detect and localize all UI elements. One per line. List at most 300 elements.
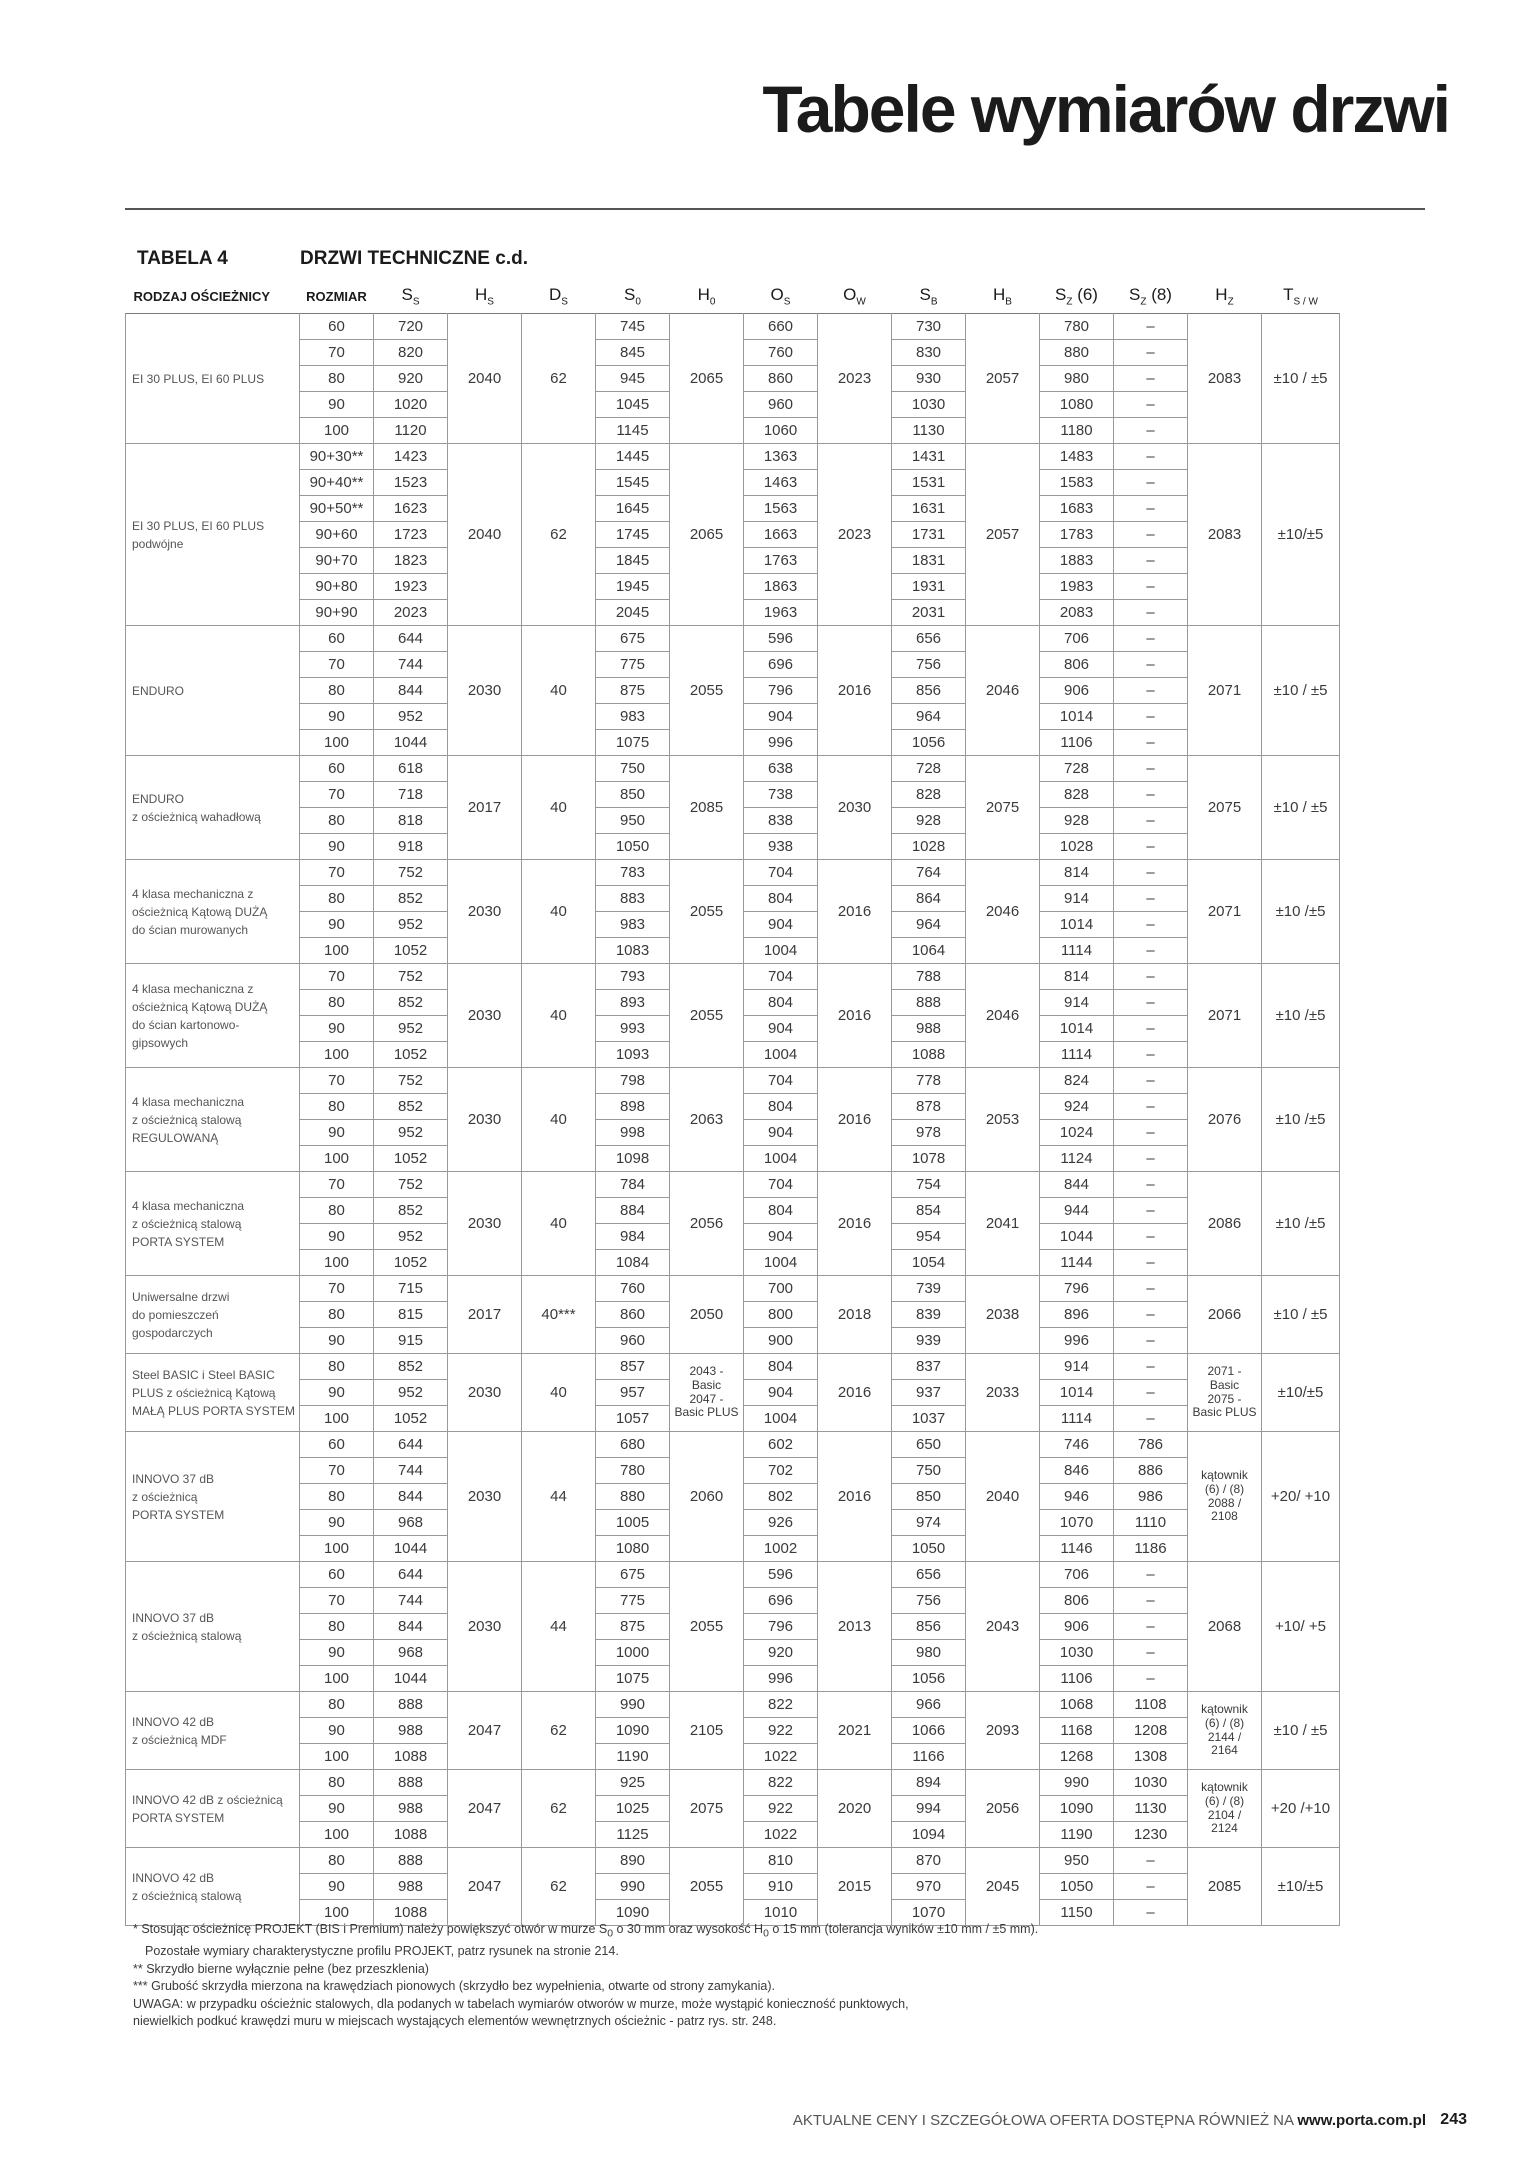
sb-cell: 756: [892, 1588, 966, 1614]
website-link[interactable]: www.porta.com.pl: [1297, 2112, 1426, 2129]
sz8-cell: –: [1114, 1874, 1188, 1900]
size-cell: 100: [300, 1900, 374, 1926]
sz6-cell: 996: [1040, 1328, 1114, 1354]
sz6-cell: 728: [1040, 756, 1114, 782]
ss-cell: 920: [374, 366, 448, 392]
sb-cell: 970: [892, 1874, 966, 1900]
size-cell: 80: [300, 1770, 374, 1796]
sz8-cell: –: [1114, 1172, 1188, 1198]
tsw-cell: +20/ +10: [1262, 1432, 1340, 1562]
sz6-cell: 1014: [1040, 1380, 1114, 1406]
header-sub: 0: [709, 296, 716, 308]
sb-cell: 1078: [892, 1146, 966, 1172]
os-cell: 904: [744, 1380, 818, 1406]
os-cell: 596: [744, 626, 818, 652]
header-sub: 0: [635, 296, 641, 308]
header-col-1: [448, 280, 522, 314]
sz6-cell: 1583: [1040, 470, 1114, 496]
ss-cell: 1052: [374, 1406, 448, 1432]
s0-cell: 1845: [596, 548, 670, 574]
h0-cell: [670, 1276, 744, 1354]
header-col-4: [670, 280, 744, 314]
hs-cell: 2030: [448, 964, 522, 1068]
sz8-cell: –: [1114, 1224, 1188, 1250]
table-row: [126, 1848, 1340, 1874]
hz-cell: [1188, 860, 1262, 964]
os-cell: 938: [744, 834, 818, 860]
hz-cell-line: 2075 -: [1207, 1391, 1242, 1406]
header-main: T: [1283, 284, 1294, 304]
ss-cell: 844: [374, 678, 448, 704]
frame-type-label-line: INNOVO 42 dB: [132, 1870, 215, 1885]
sz8-cell: –: [1114, 1380, 1188, 1406]
size-cell: 80: [300, 1614, 374, 1640]
os-cell: 996: [744, 1666, 818, 1692]
ss-cell: 644: [374, 1432, 448, 1458]
sz6-cell: 924: [1040, 1094, 1114, 1120]
frame-type-label-line: ościeżnicą Kątową DUŻĄ: [132, 999, 268, 1014]
ss-cell: 1088: [374, 1900, 448, 1926]
header-sub: Z: [1140, 296, 1147, 308]
sb-cell: 1831: [892, 548, 966, 574]
footnote-double-star: ** Skrzydło bierne wyłącznie pełne (bez przeszklenia): [133, 1961, 429, 1976]
header-col-5: [744, 280, 818, 314]
hz-cell: [1188, 444, 1262, 626]
page-title: Tabele wymiarów drzwi: [762, 72, 1449, 146]
sz6-cell: 928: [1040, 808, 1114, 834]
sz6-cell: 1124: [1040, 1146, 1114, 1172]
sz6-cell: 1146: [1040, 1536, 1114, 1562]
header-main: H: [697, 284, 710, 304]
os-cell: 804: [744, 1354, 818, 1380]
ss-cell: 952: [374, 912, 448, 938]
ss-cell: 888: [374, 1692, 448, 1718]
sz8-cell: 1030: [1114, 1770, 1188, 1796]
sz8-cell: 1208: [1114, 1718, 1188, 1744]
s0-cell: 883: [596, 886, 670, 912]
os-cell: 810: [744, 1848, 818, 1874]
sz6-cell: 2083: [1040, 600, 1114, 626]
sb-cell: 1088: [892, 1042, 966, 1068]
sz8-cell: –: [1114, 1198, 1188, 1224]
page-number: 243: [1440, 2111, 1467, 2128]
sb-cell: 1056: [892, 730, 966, 756]
size-cell: 70: [300, 1458, 374, 1484]
sz8-cell: –: [1114, 1302, 1188, 1328]
sb-cell: 856: [892, 678, 966, 704]
sz8-cell: –: [1114, 860, 1188, 886]
frame-type-label-line: z ościeżnicą MDF: [132, 1732, 227, 1747]
sz8-cell: –: [1114, 756, 1188, 782]
sb-cell: 854: [892, 1198, 966, 1224]
sz6-cell: 1090: [1040, 1796, 1114, 1822]
sz6-cell: 796: [1040, 1276, 1114, 1302]
s0-cell: 960: [596, 1328, 670, 1354]
sb-cell: 937: [892, 1380, 966, 1406]
ow-cell: 2023: [818, 444, 892, 626]
s0-cell: 680: [596, 1432, 670, 1458]
sz6-cell: 1028: [1040, 834, 1114, 860]
h0-cell-line: 2105: [689, 1721, 724, 1739]
sz6-cell: 896: [1040, 1302, 1114, 1328]
sz8-cell: –: [1114, 1120, 1188, 1146]
table-row: [126, 444, 1340, 470]
sz8-cell: –: [1114, 600, 1188, 626]
header-main: S: [401, 284, 413, 304]
s0-cell: 1098: [596, 1146, 670, 1172]
header-main: O: [843, 284, 857, 304]
ss-cell: 952: [374, 1120, 448, 1146]
title-divider: [125, 208, 1425, 210]
s0-cell: 750: [596, 756, 670, 782]
sb-cell: 1030: [892, 392, 966, 418]
sb-cell: 939: [892, 1328, 966, 1354]
sz8-cell: –: [1114, 782, 1188, 808]
ss-cell: 1044: [374, 730, 448, 756]
frame-type-label: [126, 964, 300, 1068]
hz-cell: [1188, 1692, 1262, 1770]
sb-cell: 966: [892, 1692, 966, 1718]
size-cell: 80: [300, 1198, 374, 1224]
hz-cell-line: (6) / (8): [1204, 1481, 1245, 1496]
s0-cell: 1083: [596, 938, 670, 964]
sz8-cell: –: [1114, 574, 1188, 600]
os-cell: 802: [744, 1484, 818, 1510]
size-cell: 100: [300, 1406, 374, 1432]
size-cell: 70: [300, 1068, 374, 1094]
ss-cell: 1052: [374, 1146, 448, 1172]
frame-type-label-line: do pomieszczeń: [132, 1307, 219, 1322]
hz-cell-line: 2085: [1207, 1877, 1242, 1895]
sz8-cell: –: [1114, 652, 1188, 678]
hs-cell: 2047: [448, 1692, 522, 1770]
sz8-cell: –: [1114, 1848, 1188, 1874]
table-row: [126, 1354, 1340, 1380]
sb-cell: 788: [892, 964, 966, 990]
sz6-cell: 1783: [1040, 522, 1114, 548]
frame-type-label: [126, 1276, 300, 1354]
sz6-cell: 1114: [1040, 938, 1114, 964]
hs-cell: 2017: [448, 756, 522, 860]
sz8-cell: 986: [1114, 1484, 1188, 1510]
frame-type-label: [126, 1692, 300, 1770]
sb-cell: 928: [892, 808, 966, 834]
h0-cell-line: 2043 -: [689, 1363, 724, 1378]
ss-cell: 952: [374, 704, 448, 730]
frame-type-label-line: do ścian murowanych: [132, 922, 249, 937]
size-cell: 60: [300, 626, 374, 652]
s0-cell: 760: [596, 1276, 670, 1302]
os-cell: 602: [744, 1432, 818, 1458]
header-col-6: [818, 280, 892, 314]
h0-cell-line: 2055: [689, 681, 724, 699]
sz6-cell: 706: [1040, 626, 1114, 652]
sb-cell: 750: [892, 1458, 966, 1484]
size-cell: 90: [300, 704, 374, 730]
header-col-9: [1040, 280, 1114, 314]
sz8-cell: –: [1114, 678, 1188, 704]
s0-cell: 1075: [596, 1666, 670, 1692]
os-cell: 904: [744, 1016, 818, 1042]
s0-cell: 1000: [596, 1640, 670, 1666]
s0-cell: 957: [596, 1380, 670, 1406]
os-cell: 1363: [744, 444, 818, 470]
ss-cell: 744: [374, 1588, 448, 1614]
ss-cell: 888: [374, 1770, 448, 1796]
ss-cell: 1044: [374, 1666, 448, 1692]
size-cell: 90: [300, 1874, 374, 1900]
size-cell: 80: [300, 1692, 374, 1718]
hb-cell: 2045: [966, 1848, 1040, 1926]
s0-cell: 845: [596, 340, 670, 366]
sz6-cell: 1030: [1040, 1640, 1114, 1666]
h0-cell-line: 2055: [689, 902, 724, 920]
table-row: [126, 626, 1340, 652]
header-main: S: [624, 284, 636, 304]
size-cell: 90: [300, 1718, 374, 1744]
size-cell: 70: [300, 652, 374, 678]
frame-type-label-line: INNOVO 42 dB: [132, 1714, 215, 1729]
s0-cell: 984: [596, 1224, 670, 1250]
ss-cell: 952: [374, 1224, 448, 1250]
frame-type-label-line: INNOVO 42 dB z ościeżnicą: [132, 1792, 283, 1807]
sz6-cell: 1150: [1040, 1900, 1114, 1926]
hz-cell-line: 2071: [1207, 902, 1242, 920]
sz8-cell: –: [1114, 470, 1188, 496]
table-row: [126, 860, 1340, 886]
sb-cell: 739: [892, 1276, 966, 1302]
frame-type-label-line: PORTA SYSTEM: [132, 1234, 225, 1249]
size-cell: 100: [300, 1146, 374, 1172]
frame-type-label-line: gipsowych: [132, 1035, 189, 1050]
ow-cell: 2016: [818, 1068, 892, 1172]
sz8-cell: –: [1114, 1900, 1188, 1926]
sb-cell: 888: [892, 990, 966, 1016]
bottom-bar-text: AKTUALNE CENY I SZCZEGÓŁOWA OFERTA DOSTĘPNA RÓWNIEŻ NA: [792, 2112, 1298, 2129]
hb-cell: 2057: [966, 444, 1040, 626]
ss-cell: 952: [374, 1380, 448, 1406]
tsw-cell: ±10/±5: [1262, 444, 1340, 626]
sz8-cell: –: [1114, 314, 1188, 340]
frame-type-label-line: 4 klasa mechaniczna z: [132, 886, 254, 901]
table-subtitle: DRZWI TECHNICZNE c.d.: [300, 248, 528, 269]
sz6-cell: 706: [1040, 1562, 1114, 1588]
s0-cell: 1093: [596, 1042, 670, 1068]
s0-cell: 783: [596, 860, 670, 886]
hb-cell: 2053: [966, 1068, 1040, 1172]
ow-cell: 2016: [818, 1354, 892, 1432]
sz6-cell: 1190: [1040, 1822, 1114, 1848]
frame-type-label-line: ENDURO: [132, 791, 185, 806]
s0-cell: 675: [596, 626, 670, 652]
hz-cell-line: 2104 /: [1207, 1807, 1242, 1822]
hz-cell: [1188, 1848, 1262, 1926]
sz6-cell: 1068: [1040, 1692, 1114, 1718]
s0-cell: 1005: [596, 1510, 670, 1536]
hb-cell: 2056: [966, 1770, 1040, 1848]
sz6-cell: 1080: [1040, 392, 1114, 418]
os-cell: 904: [744, 1120, 818, 1146]
sb-cell: 1037: [892, 1406, 966, 1432]
footnote-projekt: * Stosując ościeżnicę PROJEKT (BIS i Premium) należy powiększyć otwór w murze $S_0$ o 30 mm oraz wysokość $H_0$ o 15 mm (tolerancja wyników ±10 mm / ±5 mm).: [133, 1922, 1039, 1940]
ss-cell: 988: [374, 1874, 448, 1900]
ss-cell: 1052: [374, 1250, 448, 1276]
ss-cell: 820: [374, 340, 448, 366]
tsw-cell: ±10 / ±5: [1262, 314, 1340, 444]
frame-type-label-line: z ościeżnicą stalową: [132, 1112, 242, 1127]
sb-cell: 954: [892, 1224, 966, 1250]
ss-cell: 2023: [374, 600, 448, 626]
s0-cell: 857: [596, 1354, 670, 1380]
size-cell: 90: [300, 834, 374, 860]
tsw-cell: ±10 /±5: [1262, 860, 1340, 964]
sz8-cell: 786: [1114, 1432, 1188, 1458]
footnotes: [133, 1921, 1038, 2031]
sb-cell: 656: [892, 1562, 966, 1588]
hz-cell: [1188, 626, 1262, 756]
s0-cell: 893: [596, 990, 670, 1016]
header-sub: S: [487, 296, 494, 308]
ds-cell: 44: [522, 1562, 596, 1692]
header-sub: Z: [1066, 296, 1073, 308]
hz-cell: [1188, 1354, 1262, 1432]
h0-cell-line: 2060: [689, 1487, 724, 1505]
sb-cell: 994: [892, 1796, 966, 1822]
os-cell: 804: [744, 886, 818, 912]
tsw-cell: +20 /+10: [1262, 1770, 1340, 1848]
hz-cell: [1188, 1276, 1262, 1354]
ss-cell: 818: [374, 808, 448, 834]
sb-cell: 728: [892, 756, 966, 782]
table-header-row: [126, 280, 1340, 314]
table-row: [126, 1276, 1340, 1302]
ss-cell: 852: [374, 1354, 448, 1380]
size-cell: 90: [300, 1120, 374, 1146]
ss-cell: 1120: [374, 418, 448, 444]
sb-cell: 974: [892, 1510, 966, 1536]
s0-cell: 1050: [596, 834, 670, 860]
hz-cell-line: 2071 -: [1207, 1363, 1242, 1378]
hb-cell: 2046: [966, 626, 1040, 756]
ss-cell: 852: [374, 1094, 448, 1120]
size-cell: 100: [300, 1822, 374, 1848]
hz-cell-line: 2071: [1207, 1006, 1242, 1024]
ss-cell: 844: [374, 1484, 448, 1510]
h0-cell: [670, 626, 744, 756]
os-cell: 1763: [744, 548, 818, 574]
frame-type-label: [126, 1068, 300, 1172]
frame-type-label-line: 4 klasa mechaniczna: [132, 1198, 245, 1213]
sb-cell: 870: [892, 1848, 966, 1874]
table-row: [126, 756, 1340, 782]
sb-cell: 1050: [892, 1536, 966, 1562]
os-cell: 822: [744, 1692, 818, 1718]
sz6-cell: 1114: [1040, 1406, 1114, 1432]
header-col-10: [1114, 280, 1188, 314]
frame-type-label-line: INNOVO 37 dB: [132, 1471, 215, 1486]
sz6-cell: 828: [1040, 782, 1114, 808]
header-main: H: [475, 284, 488, 304]
os-cell: 1004: [744, 938, 818, 964]
hs-cell: 2047: [448, 1770, 522, 1848]
hz-cell-line: kątownik: [1201, 1779, 1248, 1794]
s0-cell: 998: [596, 1120, 670, 1146]
ss-cell: 715: [374, 1276, 448, 1302]
sz8-cell: –: [1114, 730, 1188, 756]
s0-cell: 875: [596, 1614, 670, 1640]
bottom-bar: [793, 2112, 1426, 2129]
sz6-cell: 914: [1040, 886, 1114, 912]
ds-cell: 62: [522, 444, 596, 626]
sz6-cell: 1983: [1040, 574, 1114, 600]
os-cell: 696: [744, 1588, 818, 1614]
os-cell: 922: [744, 1718, 818, 1744]
tsw-cell: ±10 /±5: [1262, 964, 1340, 1068]
ds-cell: 62: [522, 1770, 596, 1848]
frame-type-label: [126, 444, 300, 626]
frame-type-label-line: Uniwersalne drzwi: [132, 1289, 230, 1304]
ss-cell: 752: [374, 964, 448, 990]
h0-cell: [670, 1354, 744, 1432]
header-sub: S: [783, 296, 791, 308]
s0-cell: 950: [596, 808, 670, 834]
sb-cell: 2031: [892, 600, 966, 626]
os-cell: 760: [744, 340, 818, 366]
os-cell: 660: [744, 314, 818, 340]
size-cell: 90+90: [300, 600, 374, 626]
size-cell: 80: [300, 1484, 374, 1510]
os-cell: 1002: [744, 1536, 818, 1562]
sz6-cell: 780: [1040, 314, 1114, 340]
sz6-cell: 1268: [1040, 1744, 1114, 1770]
frame-type-label: [126, 1848, 300, 1926]
hs-cell: 2040: [448, 314, 522, 444]
ss-cell: 918: [374, 834, 448, 860]
ds-cell: 40***: [522, 1276, 596, 1354]
hs-cell: 2040: [448, 444, 522, 626]
ss-cell: 644: [374, 626, 448, 652]
sz6-cell: 990: [1040, 1770, 1114, 1796]
ds-cell: 40: [522, 1172, 596, 1276]
frame-type-label-line: z ościeżnicą stalową: [132, 1628, 242, 1643]
frame-type-label-line: MAŁĄ PLUS PORTA SYSTEM: [132, 1403, 295, 1418]
hs-cell: 2030: [448, 1562, 522, 1692]
table-row: [126, 314, 1340, 340]
table-row: [126, 964, 1340, 990]
os-cell: 804: [744, 1198, 818, 1224]
sz6-cell: 814: [1040, 860, 1114, 886]
hz-cell-line: 2076: [1207, 1110, 1242, 1128]
os-cell: 838: [744, 808, 818, 834]
sb-cell: 778: [892, 1068, 966, 1094]
s0-cell: 798: [596, 1068, 670, 1094]
size-cell: 90+40**: [300, 470, 374, 496]
tsw-cell: ±10 / ±5: [1262, 626, 1340, 756]
s0-cell: 875: [596, 678, 670, 704]
header-col-12: [1262, 280, 1340, 314]
sb-cell: 1431: [892, 444, 966, 470]
frame-type-label-line: 4 klasa mechaniczna z: [132, 981, 254, 996]
sb-cell: 980: [892, 1640, 966, 1666]
h0-cell-line: 2050: [689, 1305, 724, 1323]
s0-cell: 983: [596, 912, 670, 938]
sz6-cell: 1483: [1040, 444, 1114, 470]
door-dimensions-table: [125, 280, 1340, 1926]
h0-cell: [670, 964, 744, 1068]
size-cell: 90: [300, 392, 374, 418]
s0-cell: 1057: [596, 1406, 670, 1432]
sz8-cell: –: [1114, 1354, 1188, 1380]
